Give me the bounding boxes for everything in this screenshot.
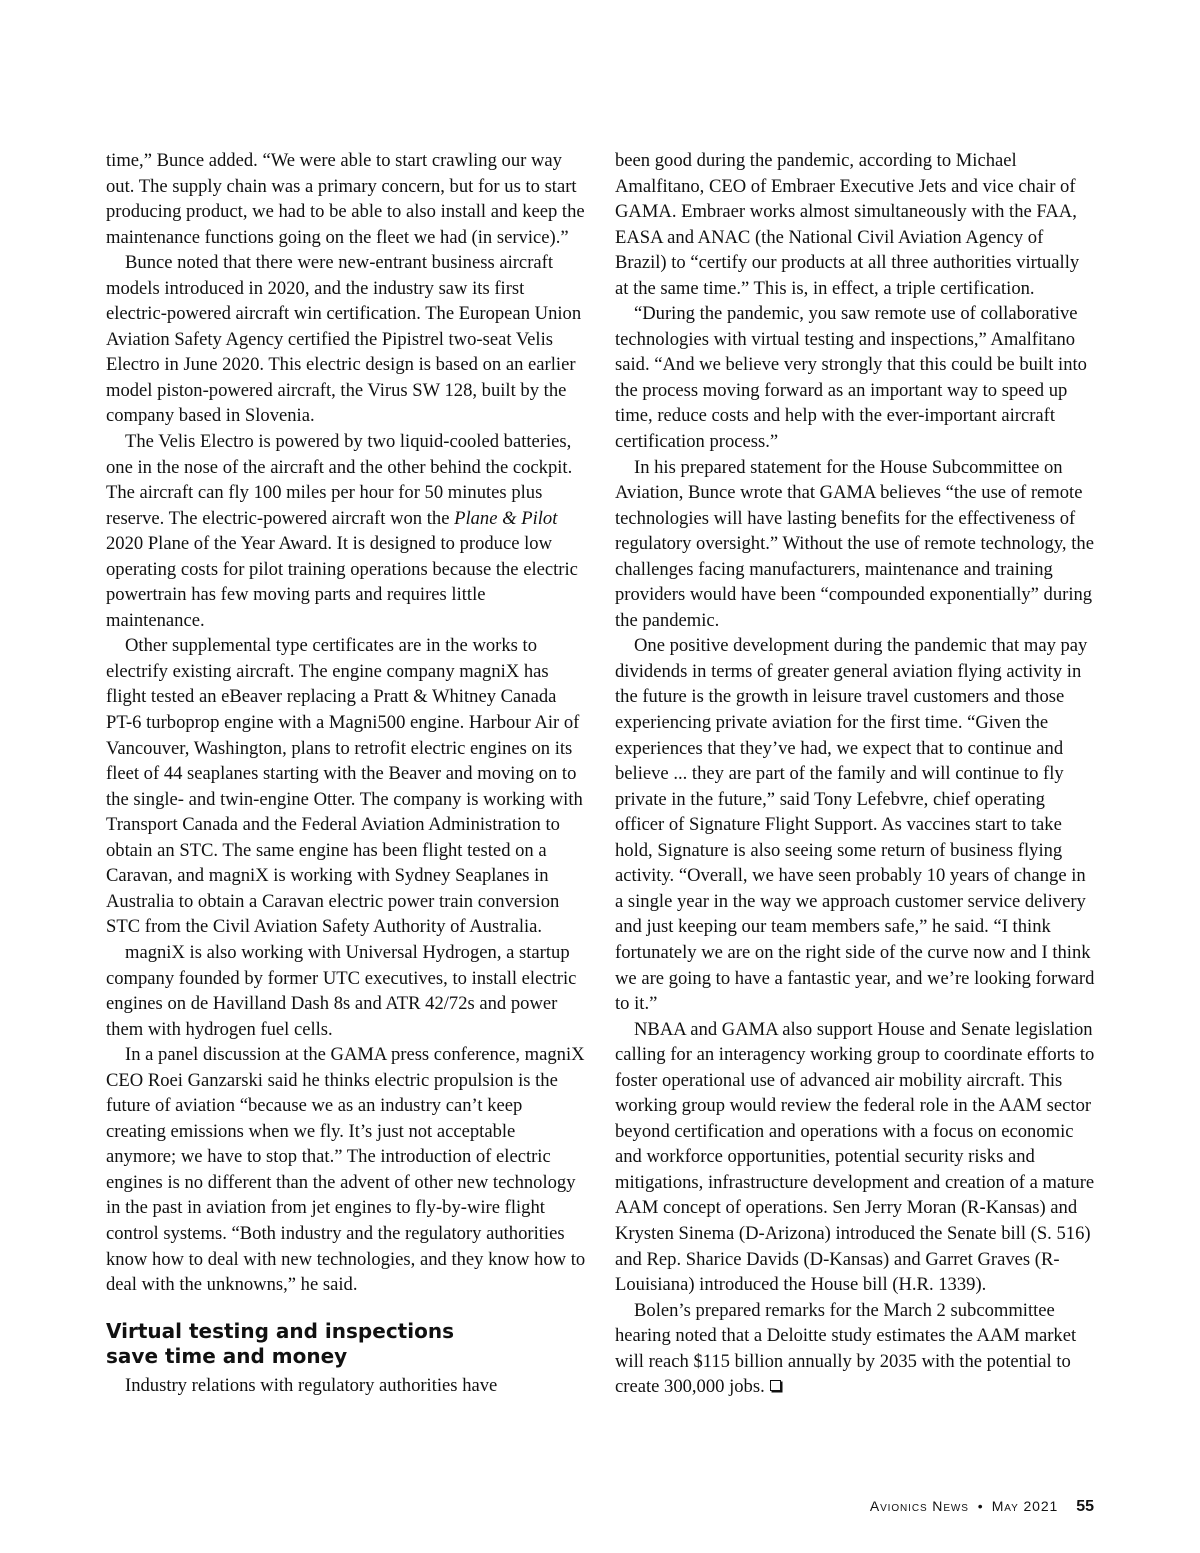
issue-date: May 2021: [991, 1498, 1059, 1514]
paragraph-text: Bolen’s prepared remarks for the March 2 subcommittee hearing noted that a Deloitte study estimates the AAM market will reach $115 billion annually by 2035 with the potential to create 300,000 jobs.: [615, 1299, 1077, 1398]
end-mark-icon: [770, 1380, 781, 1391]
paragraph: time,” Bunce added. “We were able to start crawling our way out. The supply chain was a primary concern, but for us to start producing product, we had to be able to also install and keep the maintenance functions going on the fleet we had (in service).”: [106, 150, 585, 248]
paragraph: In his prepared statement for the House Subcommittee on Aviation, Bunce wrote that GAMA believes “the use of remote technologies will have lasting benefits for the effectiveness of regulatory oversight.” Without the use of remote technology, the challenges facing manufacturers, maintenance and training providers would have been “compounded exponentially” during the pandemic.: [615, 456, 1094, 631]
section-subhead: [106, 1319, 586, 1369]
subhead-line: Virtual testing and inspections: [106, 1318, 454, 1343]
paragraph: been good during the pandemic, according to Michael Amalfitano, CEO of Embraer Executive Jets and vice chair of GAMA. Embraer works almost simultaneously with the FAA, EASA and ANAC (the National Civil Aviation Agency of Brazil) to “certify our products at all three authorities virtually at the same time.” This is, in effect, a triple certification.: [615, 150, 1080, 299]
paragraph: [106, 429, 586, 633]
paragraph: [615, 1298, 1095, 1400]
paragraph: In a panel discussion at the GAMA press conference, magniX CEO Roei Ganzarski said he thinks electric propulsion is the future of aviation “because we as an industry can’t keep creating emissions when we fly. It’s just not acceptable anymore; we have to stop that.” The introduction of electric engines is no different than the advent of other new technology in the past in aviation from jet engines to fly-by-wire flight control systems. “Both industry and the regulatory authorities know how to deal with new technologies, and they know how to deal with the unknowns,” he said.: [106, 1044, 586, 1296]
paragraph: One positive development during the pandemic that may pay dividends in terms of greater general aviation flying activity in the future is the growth in leisure travel customers and those experiencing private aviation for the first time. “Given the experiences that they’ve had, we expect that to continue and believe ... they are part of the family and will continue to fly private in the future,” said Tony Lefebvre, chief operating officer of Signature Flight Support. As vaccines start to take hold, Signature is also seeing some return of business flying activity. “Overall, we have seen probably 10 years of change in a single year in the way we approach customer service delivery and just keeping our team members safe,” he said. “I think fortunately we are on the right side of the curve now and I think we are going to have a fantastic year, and we’re looking forward to it.”: [615, 635, 1095, 1015]
separator-bullet: •: [977, 1498, 983, 1514]
page-footer: [870, 1498, 1094, 1516]
magazine-title: Plane & Pilot: [454, 507, 558, 529]
paragraph-text: 2020 Plane of the Year Award. It is designed to produce low operating costs for pilot training operations because the electric powertrain has few moving parts and requires little maintenance.: [106, 533, 578, 631]
publication-name: Avionics News: [869, 1498, 969, 1514]
paragraph: Industry relations with regulatory authorities have: [125, 1374, 498, 1396]
right-column: [615, 148, 1095, 1400]
page-number: 55: [1076, 1498, 1094, 1515]
paragraph: magniX is also working with Universal Hydrogen, a startup company founded by former UTC executives, to install electric engines on de Havilland Dash 8s and ATR 42/72s and power them with hydrogen fuel cells.: [106, 941, 577, 1040]
paragraph: NBAA and GAMA also support House and Senate legislation calling for an interagency working group to coordinate efforts to foster operational use of advanced air mobility aircraft. This working group would review the federal role in the AAM sector beyond certification and operations with a focus on economic and workforce opportunities, potential security risks and mitigations, infrastructure development and creation of a mature AAM concept of operations. Sen Jerry Moran (R-Kansas) and Krysten Sinema (D-Arizona) introduced the Senate bill (S. 516) and Rep. Sharice Davids (D-Kansas) and Garret Graves (R-Louisiana) introduced the House bill (H.R. 1339).: [615, 1018, 1095, 1296]
paragraph-text: The Velis Electro is powered by two liquid-cooled batteries, one in the nose of the aircraft and the other behind the cockpit. The aircraft can fly 100 miles per hour for 50 minutes plus reserve. The electric-powered aircraft won the: [106, 431, 573, 529]
left-column: [106, 148, 586, 1398]
paragraph: Bunce noted that there were new-entrant business aircraft models introduced in 2020, and the industry saw its first electric-powered aircraft win certification. The European Union Aviation Safety Agency certified the Pipistrel two-seat Velis Electro in June 2020. This electric design is based on an earlier model piston-powered aircraft, the Virus SW 128, built by the company based in Slovenia.: [106, 252, 582, 427]
subhead-line: save time and money: [106, 1343, 348, 1368]
paragraph: Other supplemental type certificates are in the works to electrify existing aircraft. The engine company magniX has flight tested an eBeaver replacing a Pratt & Whitney Canada PT-6 turboprop engine with a Magni500 engine. Harbour Air of Vancouver, Washington, plans to retrofit electric engines on its fleet of 44 seaplanes starting with the Beaver and moving on to the single- and twin-engine Otter. The company is working with Transport Canada and the Federal Aviation Administration to obtain an STC. The same engine has been flight tested on a Caravan, and magniX is working with Sydney Seaplanes in Australia to obtain a Caravan electric power train conversion STC from the Civil Aviation Safety Authority of Australia.: [106, 635, 583, 938]
paragraph: “During the pandemic, you saw remote use of collaborative technologies with virtual testing and inspections,” Amalfitano said. “And we believe very strongly that this could be built into the process moving forward as an important way to speed up time, reduce costs and help with the ever-important aircraft certification process.”: [615, 303, 1087, 453]
